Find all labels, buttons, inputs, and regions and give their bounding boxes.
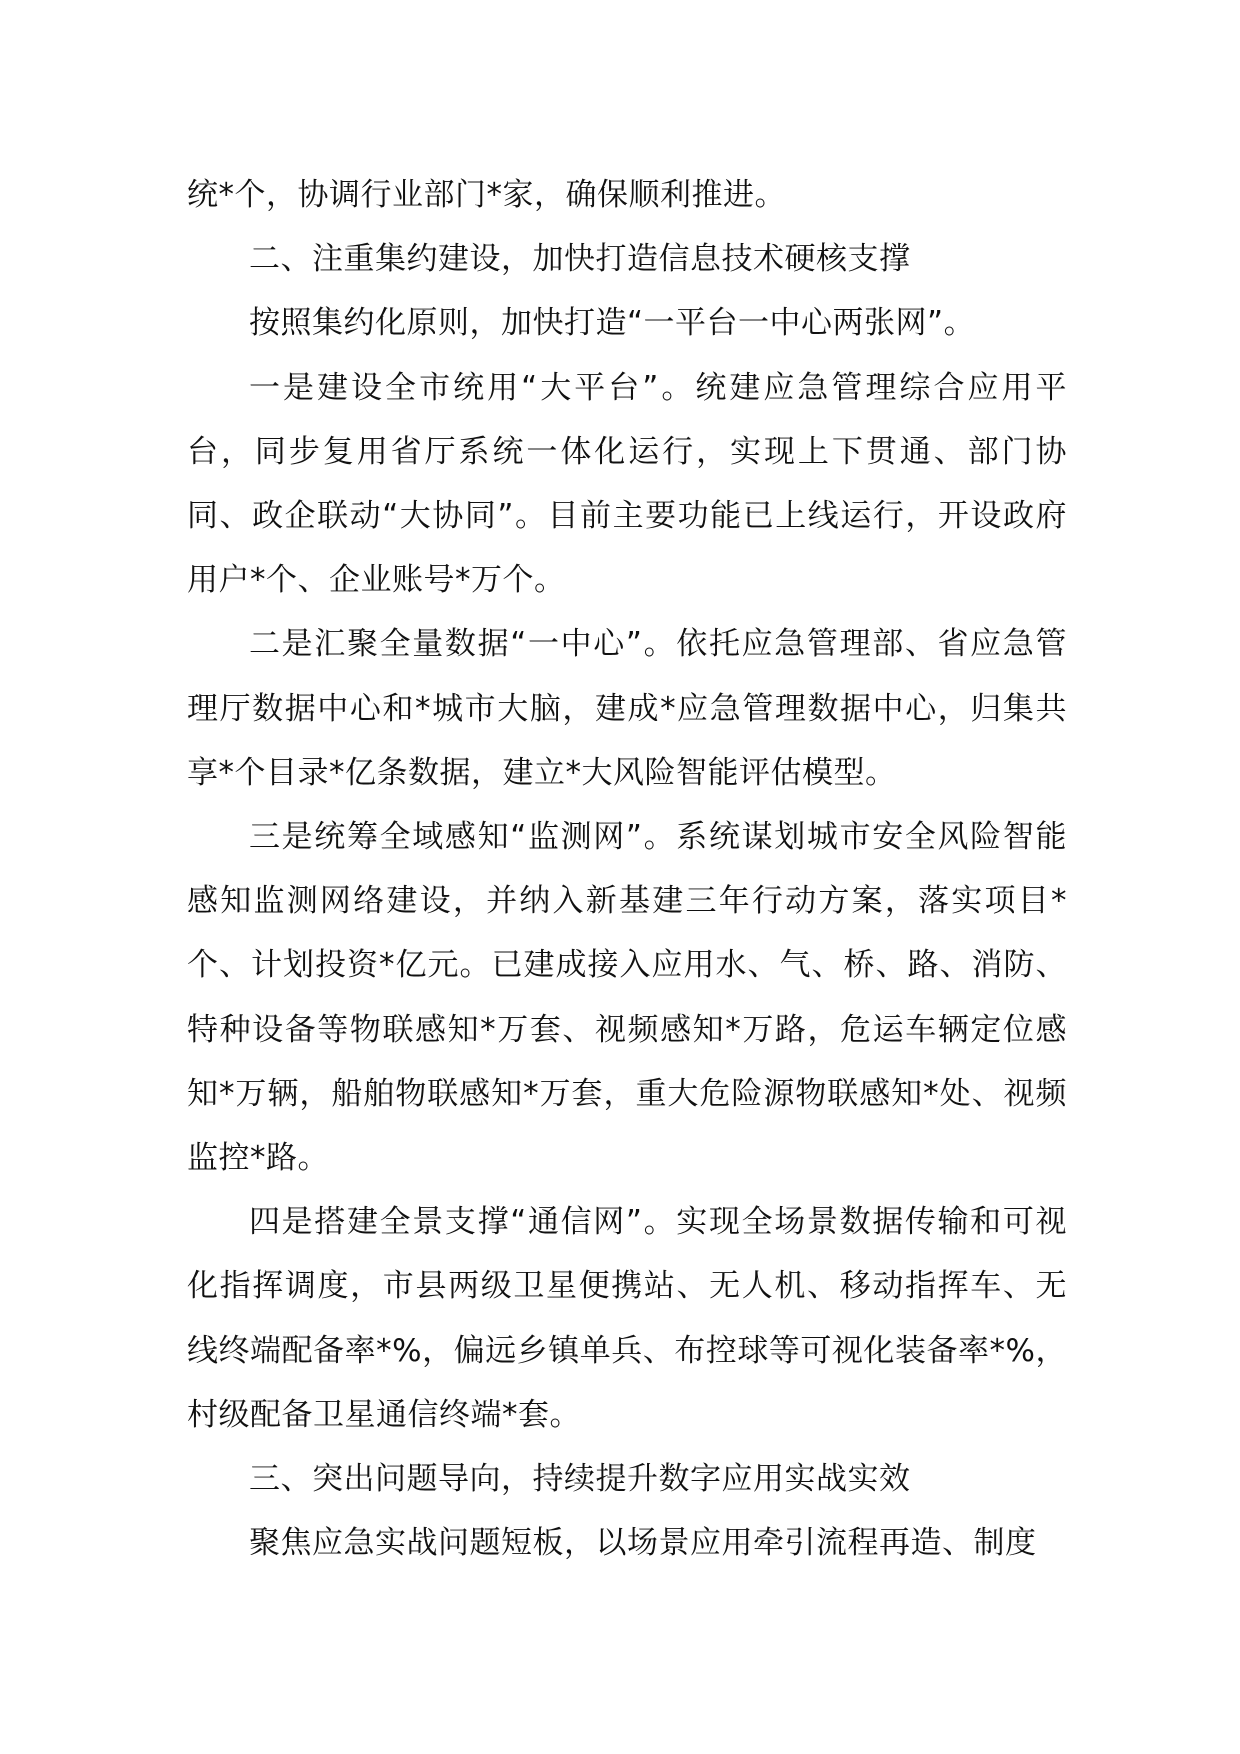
- paragraph-intro: 按照集约化原则，加快打造“一平台一中心两张网”。: [249, 305, 976, 342]
- section-heading-2: 二、注重集约建设，加快打造信息技术硬核支撑: [249, 241, 911, 278]
- paragraph-communication-network: 四是搭建全景支撑“通信网”。实现全场景数据传输和可视化指挥调度，市县两级卫星便携站、无人机、移动指挥车、无线终端配备率*%，偏远乡镇单兵、布控球等可视化装备率*%，村级配备卫星通信终端*套。: [187, 1204, 1067, 1433]
- paragraph-platform: 一是建设全市统用“大平台”。统建应急管理综合应用平台，同步复用省厅系统一体化运行，实现上下贯通、部门协同、政企联动“大协同”。目前主要功能已上线运行，开设政府用户*个、企业账号*万个。: [187, 369, 1067, 599]
- section-heading-3: 三、突出问题导向，持续提升数字应用实战实效: [249, 1461, 911, 1498]
- paragraph-monitoring-network: 三是统筹全域感知“监测网”。系统谋划城市安全风险智能感知监测网络建设，并纳入新基建三年行动方案，落实项目*个、计划投资*亿元。已建成接入应用水、气、桥、路、消防、特种设备等物联感知*万套、视频感知*万路，危运车辆定位感知*万辆，船舶物联感知*万套，重大危险源物联感知*处、视频监控*路。: [187, 819, 1067, 1177]
- paragraph-continuation: 统*个，协调行业部门*家，确保顺利推进。: [187, 177, 786, 213]
- paragraph-data-center: 二是汇聚全量数据“一中心”。依托应急管理部、省应急管理厅数据中心和*城市大脑，建成*应急管理数据中心，归集共享*个目录*亿条数据，建立*大风险智能评估模型。: [187, 626, 1067, 791]
- document-body: [187, 163, 1067, 1575]
- paragraph-problem-focus: 聚焦应急实战问题短板，以场景应用牵引流程再造、制度: [249, 1525, 1037, 1562]
